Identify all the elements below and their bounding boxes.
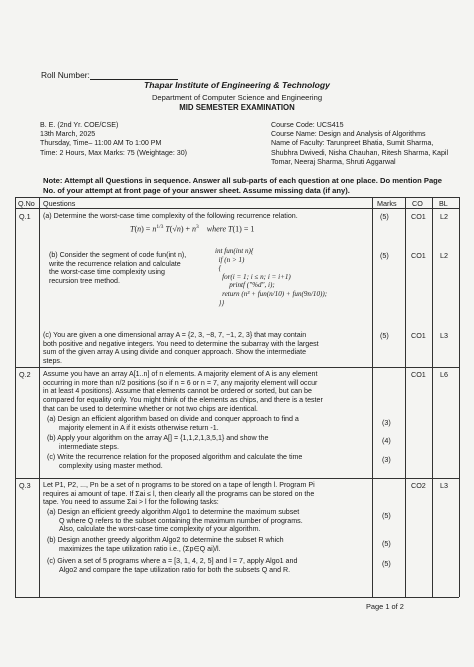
q3b-text — [47, 536, 371, 553]
q1c-line: sum of the given array A using divide and conquer approach. Show the intermediate — [43, 348, 307, 357]
q1a-co: CO1 — [411, 212, 426, 221]
q2a-marks: (3) — [382, 418, 391, 427]
q2c-marks: (3) — [382, 455, 391, 464]
q3a-text — [47, 508, 371, 534]
q1b-code — [215, 247, 327, 307]
q2c-line: complexity using master method. — [59, 461, 163, 470]
q2-line: in at least 4 positions). Assume that elements cannot be ordered or sorted, but can be — [43, 387, 312, 396]
q1a-marks: (5) — [380, 212, 389, 221]
q1b-co: CO1 — [411, 251, 426, 260]
code-line: }} — [215, 298, 225, 307]
code-line: int fun(int n){ — [215, 247, 254, 255]
q2b-text — [47, 434, 371, 451]
course-name: Course Name: Design and Analysis of Algorithms — [271, 130, 426, 139]
code-line: if (n > 1) — [215, 255, 245, 264]
q3c-line: (c) Given a set of 5 programs where a = [3, 1, 4, 2, 5] and l = 7, apply Algo1 and — [47, 557, 298, 565]
q2-number: Q.2 — [19, 370, 31, 379]
q1b-marks: (5) — [380, 251, 389, 260]
header-questions: Questions — [43, 199, 76, 208]
code-line: for(i = 1; i ≤ n; i = i+1) — [215, 272, 291, 281]
q1b-line: the worst-case time complexity using — [49, 268, 165, 277]
header-marks: Marks — [377, 199, 397, 208]
q2-divider — [15, 478, 459, 479]
q3-intro — [43, 481, 371, 507]
q1a-equation: $T(n) = n^{1/3}$ $T(√n) + n^3$ where T(1) = 1 — [130, 224, 255, 234]
col-line-3 — [405, 197, 406, 597]
q3-line: tape. You need to assume Σai > l for the following tasks: — [43, 498, 219, 507]
q3a-line: Also, calculate the worst-case time complexity of your algorithm. — [59, 525, 261, 534]
table-border-bottom — [15, 597, 459, 598]
note: Note: Attempt all Questions in sequence. Answer all sub-parts of each question at one place. Do mention Page No. of your attempt at front page of your answer sheet. Assume missing data (if any). — [43, 176, 443, 195]
q3-number: Q.3 — [19, 481, 31, 490]
q2-line: that can be used to determine whether or not two chips are identical. — [43, 404, 258, 413]
time-line: Thursday, Time– 11:00 AM To 1:00 PM — [40, 139, 162, 148]
table-border-top — [15, 197, 459, 198]
q2a-line: majority element in A if it exists otherwise return -1. — [59, 423, 219, 432]
q1c-marks: (5) — [380, 331, 389, 340]
header-bl: BL — [439, 199, 448, 208]
q2b-marks: (4) — [382, 436, 391, 445]
roll-number — [41, 70, 178, 80]
q2-line: compared for equality only. You might think of the elements as chips, and there is a tester — [43, 396, 323, 405]
roll-label: Roll Number: — [41, 70, 90, 80]
q3-bl: L3 — [440, 481, 448, 490]
page-number: Page 1 of 2 — [366, 602, 404, 611]
code-line: printf ("%d", i); — [215, 281, 275, 290]
q3c-line: Algo2 and compare the tape utilization ratio for both the subsets Q and R. — [59, 565, 291, 574]
header-co: CO — [412, 199, 423, 208]
q3c-text — [47, 557, 371, 574]
col-line-1 — [39, 197, 40, 597]
faculty-names: Name of Faculty: Tarunpreet Bhatia, Sumit Sharma, Shubhra Dwivedi, Nisha Chauhan, Ritesh Sharma, Kapil Tomar, Neeraj Sharma, Shruti Aggarwal — [271, 139, 449, 166]
q3b-marks: (5) — [382, 539, 391, 548]
q2b-line: (b) Apply your algorithm on the array A[] = {1,1,2,1,3,5,1} and show the — [47, 434, 269, 442]
code-line: { — [215, 264, 222, 273]
q3b-line: maximizes the tape utilization ratio i.e., (Σp∈Q ai)/l. — [59, 544, 221, 553]
q3a-line: (a) Design an efficient greedy algorithm Algo1 to determine the maximum subset — [47, 508, 300, 516]
institute-name: Thapar Institute of Engineering & Technology — [144, 80, 330, 90]
roll-line — [90, 71, 178, 80]
col-line-0 — [15, 197, 16, 597]
q2-co: CO1 — [411, 370, 426, 379]
program-line: B. E. (2nd Yr. COE/CSE) — [40, 121, 119, 129]
q1c-text — [43, 331, 371, 366]
q1c-line: both positive and negative integers. You need to determine the subarray with the largest — [43, 339, 319, 348]
q3-line: Let P1, P2, ..., Pn be a set of n programs to be stored on a tape of length l. Program Pi — [43, 481, 315, 489]
exam-info-left — [40, 121, 187, 158]
q3c-marks: (5) — [382, 559, 391, 568]
q1b-line: write the recurrence relation and calculate — [49, 259, 181, 268]
date-line: 13th March, 2025 — [40, 130, 96, 139]
q2-bl: L6 — [440, 370, 448, 379]
q1b-line: recursion tree method. — [49, 277, 120, 286]
q1a-text: (a) Determine the worst-case time complexity of the following recurrence relation. — [43, 212, 298, 220]
q3a-marks: (5) — [382, 511, 391, 520]
q2-line: occurring in more than n/2 positions (so if n = 6 or n = 7, any majority element will occur — [43, 378, 318, 387]
q1b-bl: L2 — [440, 251, 448, 260]
question-table — [15, 197, 459, 597]
q2-intro — [43, 370, 371, 414]
q1c-bl: L3 — [440, 331, 448, 340]
q2-line: Assume you have an array A[1..n] of n elements. A majority element of A is any element — [43, 370, 318, 378]
q1b-text — [49, 251, 186, 286]
q1c-line: (c) You are given a one dimensional array A = {2, 3, −8, 7, −1, 2, 3} that may contain — [43, 331, 307, 339]
exam-title: MID SEMESTER EXAMINATION — [179, 103, 295, 112]
q1-divider — [15, 367, 459, 368]
header-divider — [15, 208, 459, 209]
course-code: Course Code: UCS415 — [271, 121, 344, 129]
q1a-bl: L2 — [440, 212, 448, 221]
q3-co: CO2 — [411, 481, 426, 490]
col-line-4 — [432, 197, 433, 597]
marks-line: Time: 2 Hours, Max Marks: 75 (Weightage: 30) — [40, 148, 188, 157]
q1b-line: (b) Consider the segment of code fun(int n), — [49, 251, 187, 259]
q2a-text — [47, 415, 371, 432]
col-line-5 — [459, 197, 460, 597]
code-line: return (n³ + fun(n/10) + fun(9n/10)); — [215, 289, 328, 298]
header-qno: Q.No — [18, 199, 35, 208]
q2b-line: intermediate steps. — [59, 442, 119, 451]
department-name: Department of Computer Science and Engineering — [151, 93, 323, 102]
q3-line: requires ai amount of tape. If Σai ≤ l, then clearly all the programs can be stored on the — [43, 489, 315, 498]
q1c-co: CO1 — [411, 331, 426, 340]
q2c-text — [47, 453, 371, 470]
q3a-line: Q where Q refers to the subset containing the maximum number of programs. — [59, 516, 303, 525]
q2c-line: (c) Write the recurrence relation for the proposed algorithm and calculate the time — [47, 453, 303, 461]
exam-info-right — [271, 121, 449, 167]
q2a-line: (a) Design an efficient algorithm based on divide and conquer approach to find a — [47, 415, 299, 423]
q1-number: Q.1 — [19, 212, 31, 221]
col-line-2 — [372, 197, 373, 597]
q1c-line: steps. — [43, 357, 62, 366]
q3b-line: (b) Design another greedy algorithm Algo2 to determine the subset R which — [47, 536, 284, 544]
